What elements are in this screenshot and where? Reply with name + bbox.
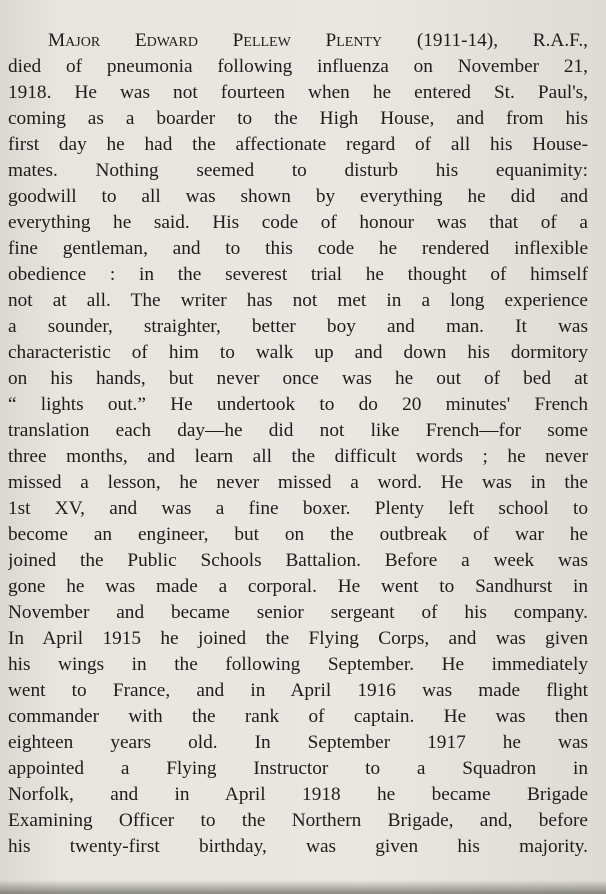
text-line-12: a sounder, straighter, better boy and man. It was bbox=[8, 316, 588, 337]
text-line-7: goodwill to all was shown by everything he did and bbox=[8, 186, 588, 207]
text-line-6: mates. Nothing seemed to disturb his equanimity: bbox=[8, 160, 588, 181]
obituary-text bbox=[8, 28, 588, 860]
text-line-10: obedience : in the severest trial he thought of himself bbox=[8, 264, 588, 285]
text-line-19: 1st XV, and was a fine boxer. Plenty left school to bbox=[8, 498, 588, 519]
text-line-22: gone he was made a corporal. He went to Sandhurst in bbox=[8, 576, 588, 597]
text-line-24: In April 1915 he joined the Flying Corps, and was given bbox=[8, 628, 588, 649]
text-line-28: eighteen years old. In September 1917 he was bbox=[8, 732, 588, 753]
text-line-15: “ lights out.” He undertook to do 20 minutes' French bbox=[8, 394, 588, 415]
text-line-32: his twenty-first birthday, was given his majority. bbox=[8, 836, 588, 857]
text-line-27: commander with the rank of captain. He was then bbox=[8, 706, 588, 727]
text-line-14: on his hands, but never once was he out of bed at bbox=[8, 368, 588, 389]
text-line-23: November and became senior sergeant of his company. bbox=[8, 602, 588, 623]
text-line-1 bbox=[8, 28, 588, 54]
text-line-16: translation each day—he did not like French—for some bbox=[8, 420, 588, 441]
text-line-11: not at all. The writer has not met in a long experience bbox=[8, 290, 588, 311]
text-line-25: his wings in the following September. He immediately bbox=[8, 654, 588, 675]
text-line-17: three months, and learn all the difficult words ; he never bbox=[8, 446, 588, 467]
text-line-2: died of pneumonia following influenza on November 21, bbox=[8, 56, 588, 77]
text-line-4: coming as a boarder to the High House, and from his bbox=[8, 108, 588, 129]
page-edge-shadow bbox=[0, 880, 606, 894]
text-line-26: went to France, and in April 1916 was made flight bbox=[8, 680, 588, 701]
text-line-29: appointed a Flying Instructor to a Squadron in bbox=[8, 758, 588, 779]
text-line-21: joined the Public Schools Battalion. Before a week was bbox=[8, 550, 588, 571]
text-line-20: become an engineer, but on the outbreak of war he bbox=[8, 524, 588, 545]
heading-dates: (1911-14), R.A.F., bbox=[382, 30, 588, 51]
text-line-9: fine gentleman, and to this code he rendered inflexible bbox=[8, 238, 588, 259]
text-line-18: missed a lesson, he never missed a word. He was in the bbox=[8, 472, 588, 493]
text-line-30: Norfolk, and in April 1918 he became Brigade bbox=[8, 784, 588, 805]
text-line-13: characteristic of him to walk up and down his dormitory bbox=[8, 342, 588, 363]
text-line-3: 1918. He was not fourteen when he entered St. Paul's, bbox=[8, 82, 588, 103]
text-line-31: Examining Officer to the Northern Brigade, and, before bbox=[8, 810, 588, 831]
text-line-5: first day he had the affectionate regard of all his House- bbox=[8, 134, 588, 155]
text-line-8: everything he said. His code of honour was that of a bbox=[8, 212, 588, 233]
name-heading: Major Edward Pellew Plenty bbox=[48, 30, 383, 51]
